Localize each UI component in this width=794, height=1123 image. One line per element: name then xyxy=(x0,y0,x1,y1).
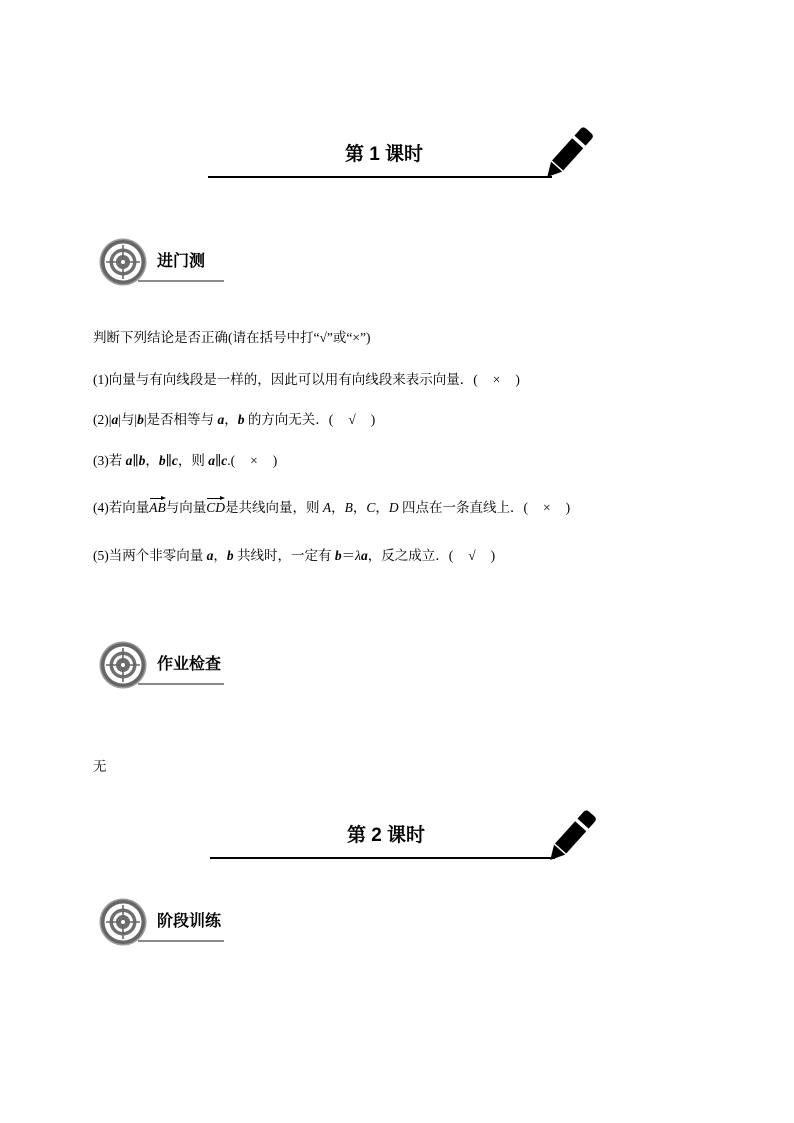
section-badge-stage-training xyxy=(98,897,228,947)
text-run: (5)当两个非零向量 xyxy=(93,548,207,563)
text-run: (4)若向量 xyxy=(93,500,150,515)
text-run: ) xyxy=(490,548,496,563)
statement-item-5 xyxy=(93,546,495,566)
text-run: 是共线向量，则 xyxy=(225,500,323,515)
vector-symbol: a xyxy=(217,412,225,427)
pencil-icon xyxy=(543,807,599,867)
answer-mark: √ xyxy=(348,412,356,427)
scalar-symbol: λ xyxy=(355,548,361,563)
text-run: ＝ xyxy=(341,548,356,563)
statement-item-4 xyxy=(93,498,570,518)
answer-mark: × xyxy=(543,500,551,515)
vector-symbol: b xyxy=(226,548,234,563)
section-badge-entry-test xyxy=(98,237,228,287)
text-run: ， xyxy=(213,548,227,563)
text-run: (1)向量与有向线段是一样的，因此可以用有向线段来表示向量．( xyxy=(93,372,478,387)
vector-symbol: b xyxy=(237,412,245,427)
text-run: |与| xyxy=(118,412,138,427)
section-badge-homework-check xyxy=(98,640,228,690)
text-run: ， xyxy=(331,500,345,515)
vector-symbol: a xyxy=(206,548,214,563)
text-run: .( xyxy=(227,453,236,468)
pencil-icon xyxy=(540,124,596,184)
answer-mark: × xyxy=(492,372,501,387)
vector-symbol: a xyxy=(111,412,119,427)
text-run: ， xyxy=(352,500,367,515)
vector-symbol: a xyxy=(125,453,133,468)
text-run: ∥ xyxy=(132,453,139,468)
text-run: ) xyxy=(565,500,571,515)
text-run: ，则 xyxy=(177,453,209,468)
text-run: 的方向无关．( xyxy=(244,412,334,427)
text-run: ) xyxy=(272,453,278,468)
instruction-text: 判断下列结论是否正确(请在括号中打“√”或“×”) xyxy=(93,330,371,345)
vector-symbol: a xyxy=(360,548,368,563)
homework-content: 无 xyxy=(93,759,107,774)
lesson-title: 第 1 课时 xyxy=(344,144,424,165)
text-run: ∥ xyxy=(215,453,222,468)
vector-symbol: c xyxy=(171,453,178,468)
answer-mark: × xyxy=(250,453,258,468)
point-label: C xyxy=(366,500,376,515)
text-run: ，反之成立．( xyxy=(367,548,454,563)
section-label-underline xyxy=(138,280,224,282)
text-run: (3)若 xyxy=(93,453,126,468)
lesson-title-rule xyxy=(208,176,552,178)
statement-item-3 xyxy=(93,451,277,471)
vector-symbol: b xyxy=(334,548,342,563)
section-label-underline xyxy=(138,940,224,942)
text-run: ) xyxy=(370,412,376,427)
text-run: |是否相等与 xyxy=(143,412,218,427)
lesson-title: 第 2 课时 xyxy=(346,825,426,846)
vector-symbol: b xyxy=(158,453,166,468)
point-label: D xyxy=(388,500,399,515)
text-run: (2)| xyxy=(93,412,112,427)
vector-with-arrow: CD xyxy=(206,500,226,515)
vector-symbol: b xyxy=(138,453,146,468)
section-label-underline xyxy=(138,683,224,685)
statement-item-2 xyxy=(93,410,375,430)
point-label: A xyxy=(322,500,332,515)
vector-symbol: a xyxy=(208,453,215,468)
section-label: 作业检查 xyxy=(157,656,222,673)
lesson-title-rule xyxy=(210,857,555,859)
vector-symbol: c xyxy=(221,453,228,468)
vector-with-arrow: AB xyxy=(149,500,166,515)
text-run: ) xyxy=(515,372,520,387)
text-run: 四点在一条直线上．( xyxy=(398,500,529,515)
text-run: 共线时，一定有 xyxy=(233,548,335,563)
text-run: ， xyxy=(145,453,159,468)
vector-symbol: b xyxy=(137,412,144,427)
point-label: B xyxy=(344,500,353,515)
answer-mark: √ xyxy=(468,548,476,563)
text-run: ， xyxy=(375,500,389,515)
section-label: 进门测 xyxy=(157,253,206,270)
text-run: ∥ xyxy=(165,453,172,468)
text-run: 与向量 xyxy=(165,500,207,515)
text-run: ， xyxy=(224,412,238,427)
section-label: 阶段训练 xyxy=(157,913,222,930)
statement-item-1 xyxy=(93,370,520,390)
